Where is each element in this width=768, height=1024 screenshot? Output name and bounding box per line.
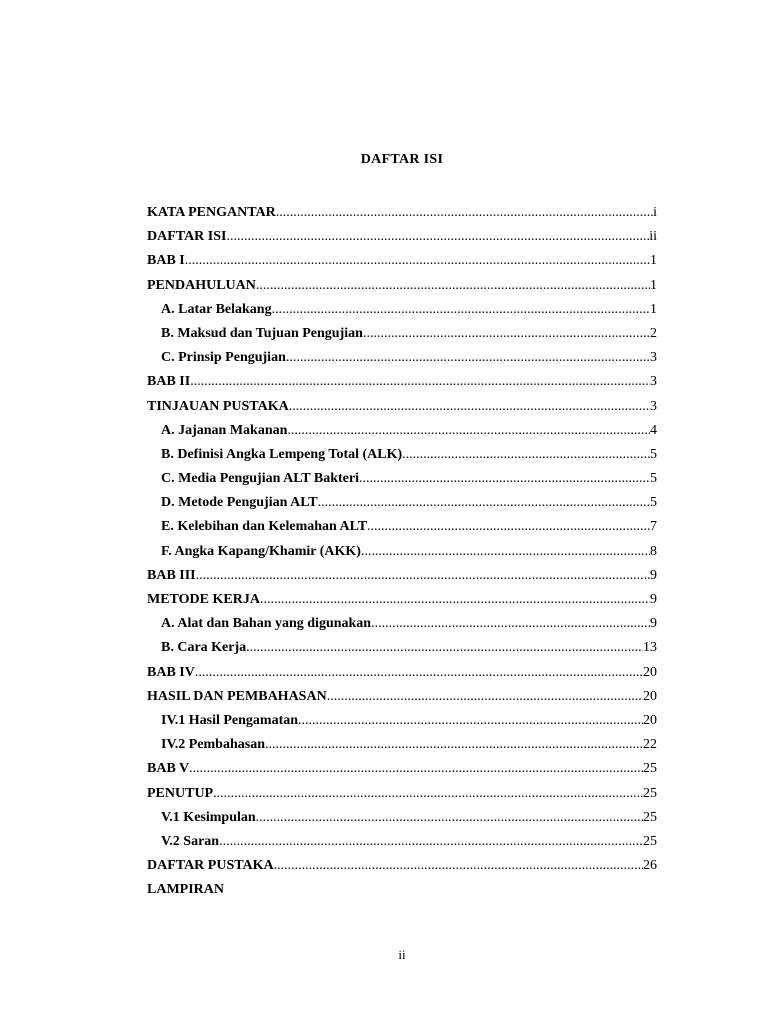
toc-entry [147,757,657,781]
toc-entry [147,274,657,298]
toc-dot-leader [189,757,643,781]
toc-entry [147,636,657,660]
toc-dot-leader [289,395,650,419]
toc-entry-page: 2 [650,325,657,341]
toc-entry-label: V.1 Kesimpulan [161,809,256,825]
toc-entry [147,249,657,273]
toc-entry [147,467,657,491]
toc-dot-leader [361,540,650,564]
toc-entry-page: 9 [650,567,657,583]
toc-entry [147,322,657,346]
table-of-contents [147,201,657,902]
toc-entry [147,612,657,636]
toc-entry-label: B. Cara Kerja [161,640,247,656]
toc-dot-leader [219,830,643,854]
toc-entry-label: LAMPIRAN [147,882,224,898]
toc-dot-leader [185,249,650,273]
toc-entry-label: E. Kelebihan dan Kelemahan ALT [161,519,368,535]
toc-entry-label: KATA PENGANTAR [147,205,276,220]
toc-dot-leader [402,443,650,467]
toc-entry-page: 9 [650,592,657,607]
toc-dot-leader [256,274,650,298]
toc-dot-leader [287,419,650,443]
toc-dot-leader [272,298,650,322]
toc-entry [147,661,657,685]
toc-entry-label: METODE KERJA [147,592,260,607]
toc-dot-leader [286,346,650,370]
toc-entry-page: 1 [650,277,657,293]
toc-entry-page: 3 [650,374,657,390]
toc-entry-label: BAB V [147,761,190,777]
toc-dot-leader [196,564,650,588]
toc-entry-label: F. Angka Kapang/Khamir (AKK) [161,543,361,559]
toc-entry [147,733,657,757]
toc-entry-page: 20 [643,664,657,680]
toc-entry [147,830,657,854]
toc-entry-page: 8 [650,543,657,559]
toc-entry [147,201,657,225]
toc-dot-leader [256,806,643,830]
toc-dot-leader [190,370,650,394]
toc-entry [147,395,657,419]
toc-dot-leader [260,588,650,612]
toc-entry-page: 25 [643,833,657,849]
toc-entry-page: 26 [643,858,657,874]
toc-dot-leader [363,322,650,346]
toc-entry-page: 20 [643,688,657,704]
toc-entry-label: B. Definisi Angka Lempeng Total (ALK) [161,446,403,462]
toc-entry-label: C. Media Pengujian ALT Bakteri [161,471,359,487]
toc-entry-label: C. Prinsip Pengujian [161,350,286,366]
toc-entry-page: 5 [650,446,657,462]
toc-dot-leader [213,782,643,806]
toc-entry-page: 9 [650,616,657,632]
toc-entry-page: 7 [650,519,657,535]
toc-entry-label: IV.2 Pembahasan [161,737,265,753]
toc-dot-leader [367,515,650,539]
toc-entry-page: 25 [643,809,657,825]
toc-entry-page: 5 [650,471,657,487]
toc-entry-label: A. Jajanan Makanan [161,422,288,438]
toc-entry-label: B. Maksud dan Tujuan Pengujian [161,325,363,341]
toc-entry-page: 25 [643,785,657,801]
page-number: ii [398,947,406,962]
toc-dot-leader [327,685,643,709]
toc-dot-leader [359,467,650,491]
toc-entry-label: A. Latar Belakang [161,301,272,317]
toc-entry [147,540,657,564]
toc-dot-leader [274,854,643,878]
toc-entry [147,298,657,322]
toc-entry [147,346,657,370]
toc-entry [147,806,657,830]
page-title: DAFTAR ISI [360,152,444,167]
toc-entry [147,370,657,394]
toc-entry [147,491,657,515]
toc-entry-page: 1 [650,253,657,269]
toc-entry-label: BAB III [147,567,196,583]
toc-entry-label: BAB IV [147,664,195,680]
toc-entry-page: 1 [650,301,657,317]
toc-dot-leader [318,491,650,515]
toc-entry [147,419,657,443]
toc-entry [147,782,657,806]
toc-entry [147,854,657,878]
toc-entry-label: D. Metode Pengujian ALT [161,495,318,511]
toc-entry [147,515,657,539]
toc-entry-page: 3 [650,350,657,366]
toc-entry-label: DAFTAR PUSTAKA [147,858,274,874]
toc-entry-label: PENUTUP [147,785,214,801]
toc-dot-leader [246,636,643,660]
toc-entry-page: 13 [643,640,657,656]
toc-entry-label: V.2 Saran [161,833,220,849]
toc-entry-label: DAFTAR ISI [147,229,227,245]
toc-entry-page: 3 [650,398,657,414]
toc-entry-page: i [653,205,657,220]
toc-entry [147,225,657,249]
toc-entry [147,588,657,612]
toc-dot-leader [371,612,650,636]
toc-entry-label: IV.1 Hasil Pengamatan [161,712,299,728]
toc-entry [147,443,657,467]
toc-entry [147,564,657,588]
toc-entry-page: 5 [650,495,657,511]
toc-entry-page: 20 [643,712,657,728]
toc-entry [147,878,657,902]
toc-dot-leader [265,733,643,757]
toc-entry-label: A. Alat dan Bahan yang digunakan [161,616,372,632]
toc-entry [147,685,657,709]
toc-entry-page: 25 [643,761,657,777]
toc-entry-label: BAB I [147,253,185,269]
toc-entry-label: BAB II [147,374,191,390]
toc-dot-leader [195,661,643,685]
toc-entry-label: TINJAUAN PUSTAKA [147,398,289,414]
toc-entry [147,709,657,733]
toc-entry-label: HASIL DAN PEMBAHASAN [147,688,327,704]
toc-entry-page: ii [649,229,657,245]
toc-dot-leader [226,225,649,249]
toc-entry-label: PENDAHULUAN [147,277,256,293]
toc-entry-page: 4 [650,422,657,438]
toc-dot-leader [276,201,653,225]
toc-dot-leader [298,709,643,733]
toc-entry-page: 22 [643,737,657,753]
